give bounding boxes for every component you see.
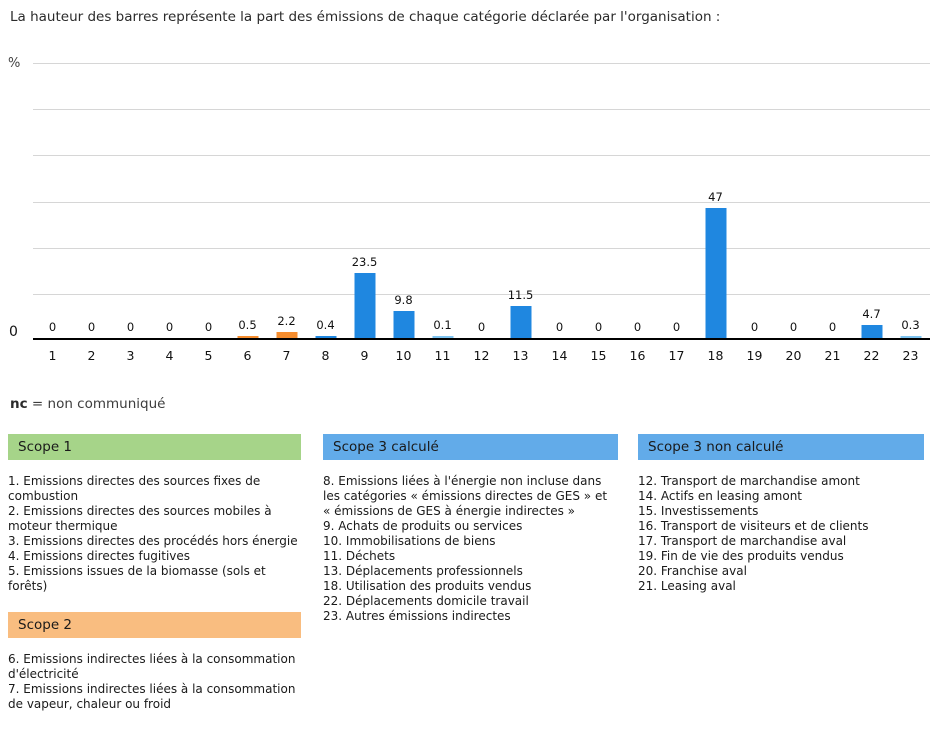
bar-value-label-19: 0 (750, 320, 759, 334)
legend-item: 7. Emissions indirectes liées à la consommation de vapeur, chaleur ou froid (8, 682, 296, 711)
bar-value-label-5: 0 (204, 320, 213, 334)
bar-column-7 (267, 63, 306, 338)
legend-item: 3. Emissions directes des procédés hors énergie (8, 534, 298, 548)
bar-column-23 (891, 63, 930, 338)
legend-column-scope1-scope2 (8, 434, 301, 730)
legend-item: 15. Investissements (638, 504, 759, 518)
bar-value-label-12: 0 (477, 320, 486, 334)
bar-category-13 (510, 306, 531, 338)
y-axis-zero-label: 0 (9, 324, 18, 340)
bar-category-23 (900, 336, 921, 338)
bar-value-label-13: 11.5 (507, 288, 534, 302)
bar-value-label-16: 0 (633, 320, 642, 334)
x-tick-label-5: 5 (204, 348, 213, 363)
legend-item: 14. Actifs en leasing amont (638, 489, 803, 503)
x-tick-label-3: 3 (126, 348, 135, 363)
bar-value-label-14: 0 (555, 320, 564, 334)
bar-column-6 (228, 63, 267, 338)
nc-legend-note (10, 396, 165, 412)
bar-value-label-2: 0 (87, 320, 96, 334)
bar-value-label-10: 9.8 (394, 293, 413, 307)
bar-column-18 (696, 63, 735, 338)
legend-item: 19. Fin de vie des produits vendus (638, 549, 844, 563)
legend-item: 6. Emissions indirectes liées à la consommation d'électricité (8, 652, 296, 681)
x-tick-label-9: 9 (360, 348, 369, 363)
legend-item: 12. Transport de marchandise amont (638, 474, 860, 488)
x-tick-label-8: 8 (321, 348, 330, 363)
bar-value-label-1: 0 (48, 320, 57, 334)
legend-item: 9. Achats de produits ou services (323, 519, 523, 533)
bar-value-label-15: 0 (594, 320, 603, 334)
x-tick-label-13: 13 (512, 348, 529, 363)
x-tick-label-12: 12 (473, 348, 490, 363)
bar-value-label-21: 0 (828, 320, 837, 334)
legend-item: 18. Utilisation des produits vendus (323, 579, 532, 593)
bar-column-9 (345, 63, 384, 338)
bar-value-label-6: 0.5 (238, 318, 257, 332)
bar-value-label-18: 47 (708, 190, 723, 204)
page-title: La hauteur des barres représente la part des émissions de chaque catégorie déclarée par l'organisation : (10, 9, 721, 25)
x-tick-label-20: 20 (785, 348, 802, 363)
bar-category-22 (861, 325, 882, 338)
x-tick-label-1: 1 (48, 348, 57, 363)
legend-header-scope-3-non-calculé: Scope 3 non calculé (638, 434, 924, 460)
x-tick-label-2: 2 (87, 348, 96, 363)
bar-value-label-7: 2.2 (277, 314, 296, 328)
bar-value-label-4: 0 (165, 320, 174, 334)
x-tick-label-16: 16 (629, 348, 646, 363)
legend-items (323, 474, 618, 624)
bar-column-15 (579, 63, 618, 338)
plot-area (33, 63, 930, 340)
bar-column-10 (384, 63, 423, 338)
bar-value-label-3: 0 (126, 320, 135, 334)
legend-item: 8. Emissions liées à l'énergie non incluse dans les catégories « émissions directes de GES » et « émissions de GES à énergie indirectes » (323, 474, 608, 518)
legend-item: 20. Franchise aval (638, 564, 747, 578)
nc-abbr: nc (10, 396, 28, 412)
bar-value-label-20: 0 (789, 320, 798, 334)
legend-item: 16. Transport de visiteurs et de clients (638, 519, 869, 533)
x-tick-label-15: 15 (590, 348, 607, 363)
legend-items (8, 652, 301, 712)
bar-category-11 (432, 336, 453, 338)
legend-column-scope3-non-calcule (638, 434, 924, 612)
x-tick-label-22: 22 (863, 348, 880, 363)
x-tick-label-17: 17 (668, 348, 685, 363)
legend-header-scope-2: Scope 2 (8, 612, 301, 638)
bar-column-19 (735, 63, 774, 338)
x-tick-label-7: 7 (282, 348, 291, 363)
legend-item: 17. Transport de marchandise aval (638, 534, 847, 548)
bar-column-13 (501, 63, 540, 338)
legend-item: 21. Leasing aval (638, 579, 736, 593)
bar-column-2 (72, 63, 111, 338)
legend-item: 5. Emissions issues de la biomasse (sols et forêts) (8, 564, 266, 593)
bar-value-label-11: 0.1 (433, 318, 452, 332)
x-tick-label-19: 19 (746, 348, 763, 363)
legend-header-scope-3-calculé: Scope 3 calculé (323, 434, 618, 460)
bar-category-9 (354, 273, 375, 338)
bar-category-7 (276, 332, 297, 338)
x-tick-label-4: 4 (165, 348, 174, 363)
legend-item: 23. Autres émissions indirectes (323, 609, 511, 623)
bar-column-8 (306, 63, 345, 338)
bar-column-22 (852, 63, 891, 338)
legend-column-scope3-calcule (323, 434, 618, 642)
bar-column-4 (150, 63, 189, 338)
legend-item: 1. Emissions directes des sources fixes de combustion (8, 474, 261, 503)
bar-column-17 (657, 63, 696, 338)
bar-value-label-23: 0.3 (901, 318, 920, 332)
x-tick-label-6: 6 (243, 348, 252, 363)
bar-value-label-17: 0 (672, 320, 681, 334)
x-tick-label-21: 21 (824, 348, 841, 363)
y-axis-unit-label: % (8, 56, 21, 71)
legend-item: 2. Emissions directes des sources mobiles à moteur thermique (8, 504, 272, 533)
legend-item: 11. Déchets (323, 549, 396, 563)
legend-item: 13. Déplacements professionnels (323, 564, 523, 578)
x-tick-label-14: 14 (551, 348, 568, 363)
x-tick-label-18: 18 (707, 348, 724, 363)
bar-category-8 (315, 336, 336, 338)
bar-column-12 (462, 63, 501, 338)
bar-column-16 (618, 63, 657, 338)
bar-column-20 (774, 63, 813, 338)
bar-value-label-9: 23.5 (351, 255, 378, 269)
legend-items (638, 474, 924, 594)
bars-container (33, 63, 930, 338)
bar-column-14 (540, 63, 579, 338)
nc-text: = non communiqué (27, 396, 166, 412)
bar-category-6 (237, 336, 258, 338)
x-axis-tick-row (33, 348, 930, 368)
x-tick-label-11: 11 (434, 348, 451, 363)
bar-category-10 (393, 311, 414, 338)
x-tick-label-23: 23 (902, 348, 919, 363)
bar-column-1 (33, 63, 72, 338)
legend-item: 4. Emissions directes fugitives (8, 549, 191, 563)
legend-item: 22. Déplacements domicile travail (323, 594, 529, 608)
bar-value-label-22: 4.7 (862, 307, 881, 321)
legend-items (8, 474, 301, 594)
emissions-bar-chart (0, 55, 939, 365)
bar-column-11 (423, 63, 462, 338)
bar-column-21 (813, 63, 852, 338)
bar-value-label-8: 0.4 (316, 318, 335, 332)
bar-column-5 (189, 63, 228, 338)
legend-header-scope-1: Scope 1 (8, 434, 301, 460)
x-tick-label-10: 10 (395, 348, 412, 363)
legend-item: 10. Immobilisations de biens (323, 534, 496, 548)
bar-category-18 (705, 208, 726, 338)
bar-column-3 (111, 63, 150, 338)
